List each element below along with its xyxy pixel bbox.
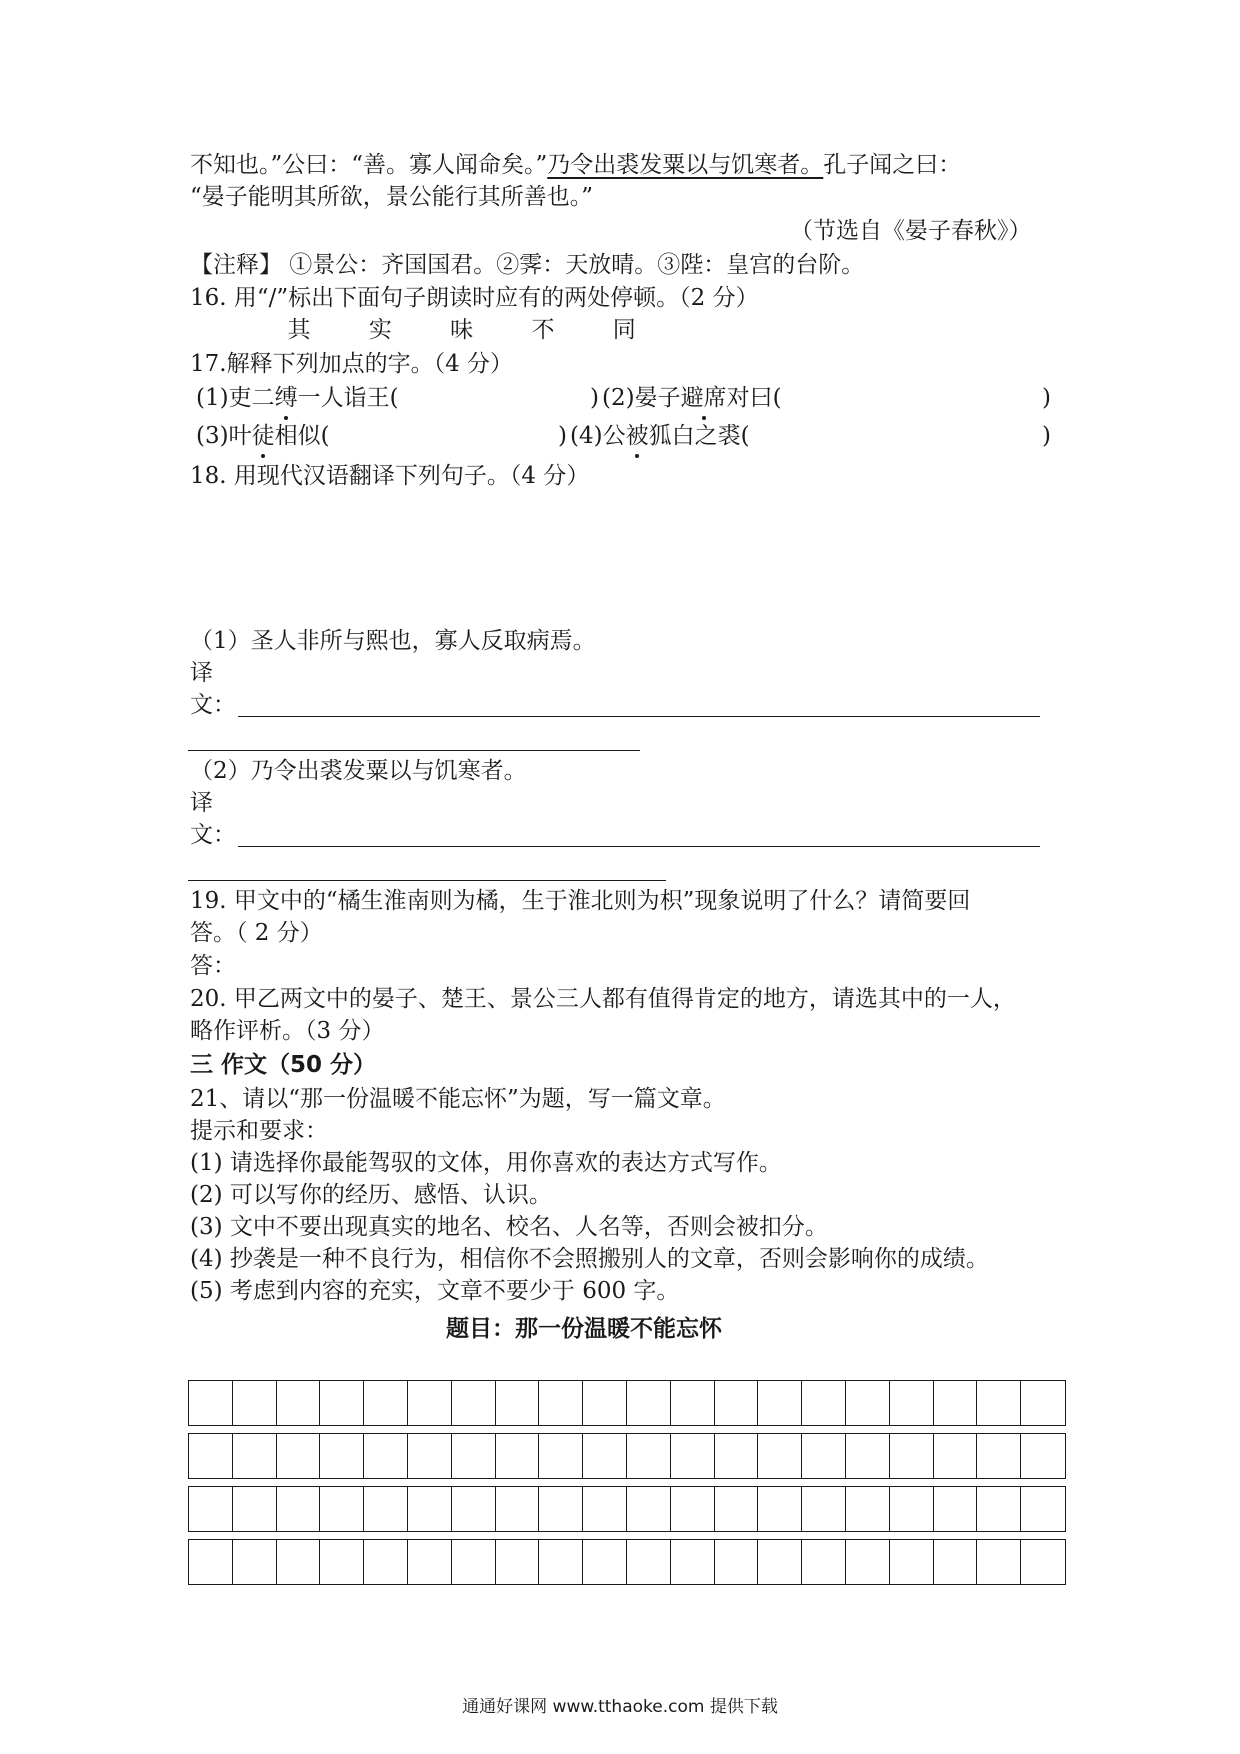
q18-sentence-1: （1）圣人非所与熙也，寡人反取病焉。 <box>190 628 596 654</box>
hint-item: (4) 抄袭是一种不良行为，相信你不会照搬别人的文章，否则会影响你的成绩。 <box>190 1246 989 1272</box>
q16-char[interactable]: 不 <box>531 317 555 343</box>
underlined-sentence: 乃令出裘发粟以与饥寒者。 <box>547 152 824 178</box>
passage-line-1: 不知也。”公曰：“善。寡人闻命矣。”乃令出裘发粟以与饥寒者。孔子闻之曰： <box>190 152 962 178</box>
writing-grid-row[interactable] <box>188 1539 1066 1585</box>
q17-item-1-close: ) <box>590 385 599 411</box>
q16-char[interactable]: 同 <box>612 317 636 343</box>
q16-char[interactable]: 味 <box>450 317 474 343</box>
hints-title: 提示和要求： <box>190 1118 328 1144</box>
q18-answer-line-4[interactable] <box>188 880 666 881</box>
q18-label-wen: 文： <box>190 822 236 848</box>
writing-grid-row[interactable] <box>188 1380 1066 1426</box>
q16-char[interactable]: 实 <box>368 317 392 343</box>
passage-line-2: “晏子能明其所欲，景公能行其所善也。” <box>190 184 594 210</box>
q18-label-yi: 译 <box>190 660 213 686</box>
q19-answer-label: 答： <box>190 953 236 979</box>
essay-title: 题目：那一份温暖不能忘怀 <box>446 1316 722 1342</box>
q18-label-yi: 译 <box>190 790 213 816</box>
q18-answer-line-2[interactable] <box>188 750 640 751</box>
q17-item-2-close: ) <box>1042 385 1051 411</box>
q17-item-4-close: ) <box>1042 423 1051 449</box>
hint-item: (3) 文中不要出现真实的地名、校名、人名等，否则会被扣分。 <box>190 1214 828 1240</box>
hint-item: (2) 可以写你的经历、感悟、认识。 <box>190 1182 552 1208</box>
writing-grid-row[interactable] <box>188 1486 1066 1532</box>
q16-char[interactable]: 其 <box>287 317 311 343</box>
section-heading: 三 作文（50 分） <box>190 1052 377 1078</box>
q19-prompt-line-2: 答。（ 2 分） <box>190 920 323 946</box>
hint-item: (5) 考虑到内容的充实，文章不要少于 600 字。 <box>190 1278 680 1304</box>
q21-prompt: 21、请以“那一份温暖不能忘怀”为题，写一篇文章。 <box>190 1086 726 1112</box>
q18-answer-line-1[interactable] <box>238 716 1040 717</box>
page-footer: 通通好课网 www.tthaoke.com 提供下载 <box>462 1697 778 1717</box>
q19-prompt-line-1: 19. 甲文中的“橘生淮南则为橘，生于淮北则为枳”现象说明了什么？请简要回 <box>190 888 971 914</box>
q18-answer-line-3[interactable] <box>238 846 1040 847</box>
q17-item-4: (4)公被狐白之裘( <box>570 423 750 449</box>
q17-item-2: (2)晏子避席对曰( <box>602 385 782 411</box>
q16-sentence <box>268 315 655 345</box>
passage-source: （节选自《晏子春秋》） <box>790 218 1032 244</box>
q16-prompt: 16. 用“/”标出下面句子朗读时应有的两处停顿。（2 分） <box>190 285 759 311</box>
q20-prompt-line-2: 略作评析。（3 分） <box>190 1018 385 1044</box>
q17-item-3: (3)叶徒相似( <box>196 423 330 449</box>
q18-label-wen: 文： <box>190 692 236 718</box>
q20-prompt-line-1: 20. 甲乙两文中的晏子、楚王、景公三人都有值得肯定的地方，请选其中的一人， <box>190 986 1016 1012</box>
q17-item-1: (1)吏二缚一人诣王( <box>196 385 399 411</box>
q18-prompt: 18. 用现代汉语翻译下列句子。（4 分） <box>190 463 590 489</box>
q18-sentence-2: （2）乃令出裘发粟以与饥寒者。 <box>190 758 527 784</box>
writing-grid-row[interactable] <box>188 1433 1066 1479</box>
q17-prompt: 17.解释下列加点的字。（4 分） <box>190 351 514 377</box>
hint-item: (1) 请选择你最能驾驭的文体，用你喜欢的表达方式写作。 <box>190 1150 782 1176</box>
q17-item-3-close: ) <box>558 423 567 449</box>
passage-notes: 【注释】 ①景公：齐国国君。②霁：天放晴。③陛：皇宫的台阶。 <box>190 252 865 278</box>
